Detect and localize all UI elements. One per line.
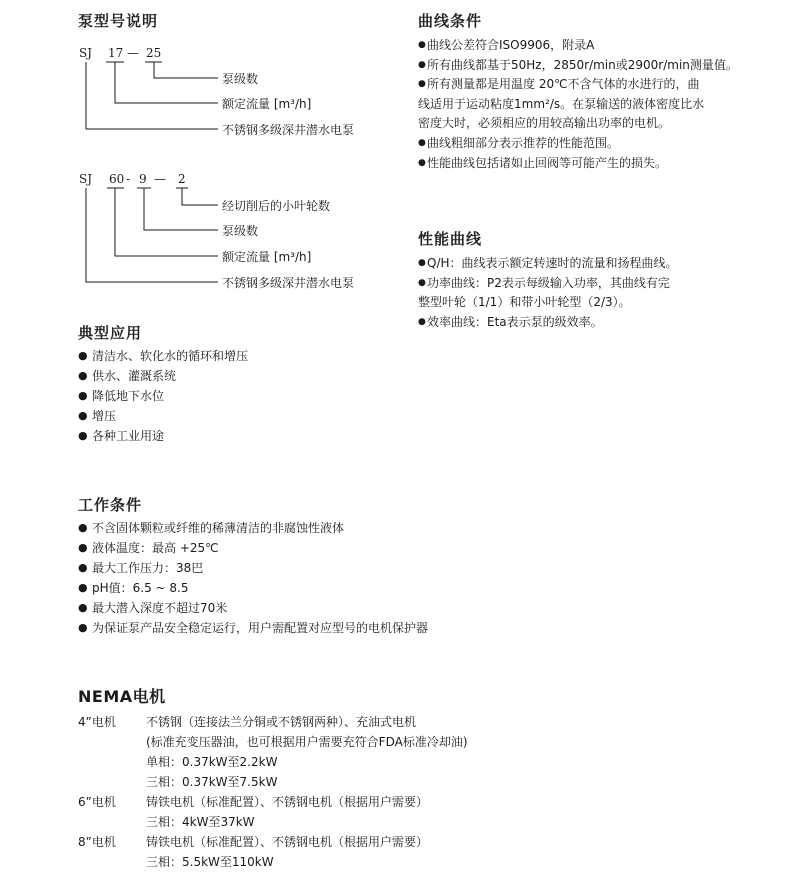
model1-sj: SJ — [79, 46, 93, 60]
list-item: ● 各种工业用途 — [78, 426, 248, 446]
model2-dash2: — — [154, 172, 166, 186]
nema-line: 铸铁电机（标准配置）、不锈钢电机（根据用户需要） — [146, 795, 429, 809]
performance-curves-list — [418, 254, 678, 332]
model2-label-pump: 不锈钢多级深井潜水电泵 — [222, 276, 355, 290]
model1-label-stages: 泵级数 — [222, 72, 259, 86]
model1-label-pump: 不锈钢多级深井潜水电泵 — [222, 123, 355, 137]
list-item: ● 功率曲线：P2表示每级输入功率，其曲线有完 — [418, 274, 678, 294]
model1-flow: 17 — [108, 46, 124, 60]
conditions-list — [78, 518, 428, 638]
nema-line: 单相：0.37kW至2.2kW — [146, 755, 278, 769]
list-item: ● 不含固体颗粒或纤维的稀薄清洁的非腐蚀性液体 — [78, 518, 428, 538]
nema-size-label: 8”电机 — [78, 835, 116, 849]
curve-conditions-list — [418, 36, 738, 173]
nema-line: 三相：4kW至37kW — [146, 815, 255, 829]
conditions-section-title: 工作条件 — [78, 496, 143, 514]
curve-conditions-section-title: 曲线条件 — [418, 12, 483, 30]
list-item: ● 所有测量都是用温度 20℃不含气体的水进行的，曲 — [418, 75, 738, 95]
model2-flow: 60 — [109, 172, 125, 186]
model2-label-stages: 泵级数 — [222, 224, 259, 238]
nema-block — [78, 712, 468, 872]
list-item: ● 曲线公差符合ISO9906，附录A — [418, 36, 738, 56]
list-item: ● 降低地下水位 — [78, 386, 248, 406]
model-section-title: 泵型号说明 — [78, 12, 159, 30]
nema-line: 铸铁电机（标准配置）、不锈钢电机（根据用户需要） — [146, 835, 429, 849]
nema-size-label: 4”电机 — [78, 715, 116, 729]
model1-label-flow: 额定流量 [m³/h] — [222, 97, 312, 111]
nema-section-title: NEMA电机 — [78, 687, 166, 706]
list-item: ● 所有曲线都基于50Hz，2850r/min或2900r/min测量值。 — [418, 56, 738, 76]
list-item: ● 最大潜入深度不超过70米 — [78, 598, 428, 618]
nema-size-label: 6”电机 — [78, 795, 116, 809]
nema-line: 三相：5.5kW至110kW — [146, 855, 274, 869]
nema-line: 三相：0.37kW至7.5kW — [146, 775, 278, 789]
list-item: ● pH值：6.5 ~ 8.5 — [78, 578, 428, 598]
list-item: ● 效率曲线：Eta表示泵的级效率。 — [418, 313, 678, 333]
list-item-continuation: 线适用于运动粘度1mm²/s。在泵输送的液体密度比水 — [418, 96, 705, 111]
list-item-continuation: 整型叶轮（1/1）和带小叶轮型（2/3）。 — [418, 295, 631, 310]
list-item: ● 清洁水、软化水的循环和增压 — [78, 346, 248, 366]
performance-curves-section-title: 性能曲线 — [418, 230, 483, 248]
model2-stage: 9 — [139, 172, 147, 186]
list-item: ● Q/H：曲线表示额定转速时的流量和扬程曲线。 — [418, 254, 678, 274]
model1-stage: 25 — [146, 46, 162, 60]
list-item: ● 最大工作压力：38巴 — [78, 558, 428, 578]
list-item: ● 供水、灌溉系统 — [78, 366, 248, 386]
nema-line: 不锈钢（连接法兰分铜或不锈钢两种）、充油式电机 — [146, 715, 417, 729]
list-item: ● 性能曲线包括诸如止回阀等可能产生的损失。 — [418, 154, 738, 174]
model2-dash1: - — [126, 172, 131, 186]
applications-list — [78, 346, 248, 446]
model2-label-flow: 额定流量 [m³/h] — [222, 250, 312, 264]
model2-sj: SJ — [79, 172, 93, 186]
list-item: ● 增压 — [78, 406, 248, 426]
list-item: ● 液体温度：最高 +25℃ — [78, 538, 428, 558]
list-item: ● 曲线粗细部分表示推荐的性能范围。 — [418, 134, 738, 154]
model2-cut: 2 — [178, 172, 186, 186]
list-item-continuation: 密度大时，必须相应的用较高输出功率的电机。 — [418, 116, 671, 131]
nema-line: (标准充变压器油，也可根据用户需要充符合FDA标准冷却油) — [146, 735, 468, 749]
applications-section-title: 典型应用 — [78, 324, 143, 342]
model2-label-cut: 经切削后的小叶轮数 — [222, 199, 331, 213]
list-item: ● 为保证泵产品安全稳定运行，用户需配置对应型号的电机保护器 — [78, 618, 428, 638]
model1-dash: — — [127, 46, 139, 60]
